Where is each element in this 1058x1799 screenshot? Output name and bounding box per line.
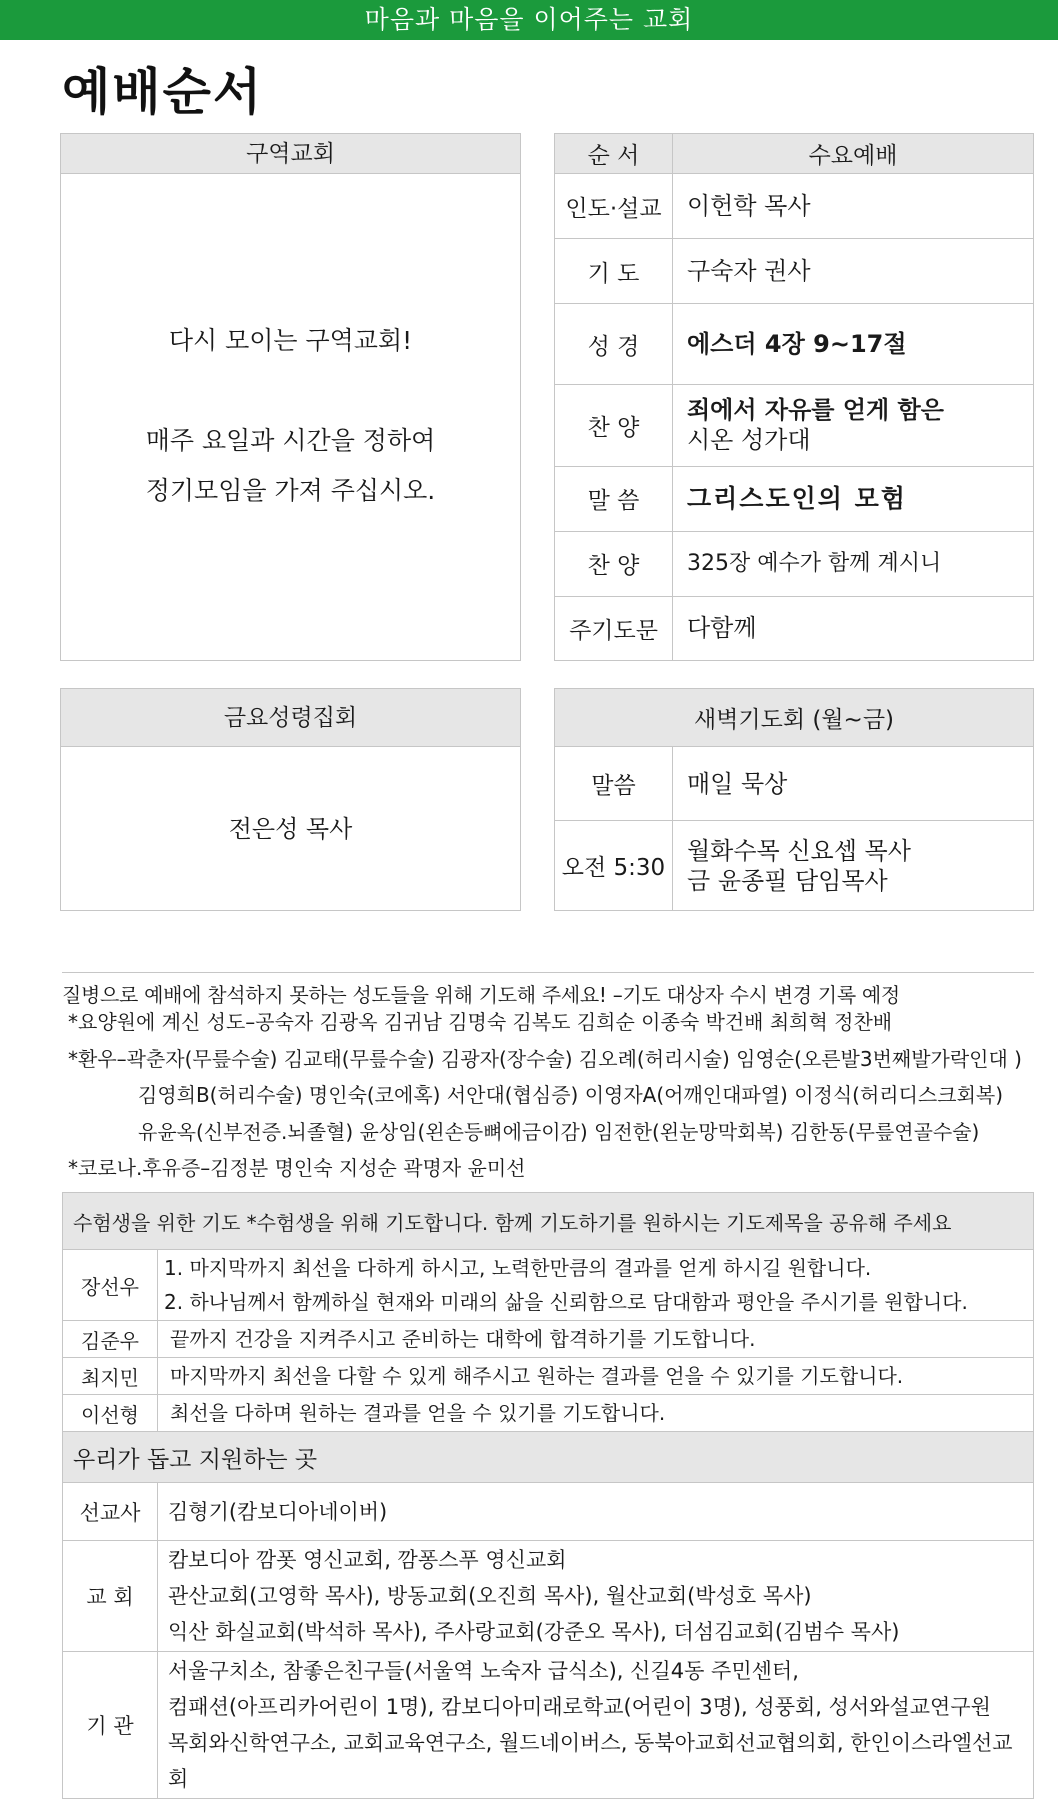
dawn-prayer-header: 새벽기도회 (월~금)	[555, 689, 1034, 747]
order-label: 기 도	[555, 239, 673, 304]
dawn-label: 말씀	[555, 747, 673, 821]
exam-support-table	[62, 1192, 1034, 1799]
order-label: 주기도문	[555, 596, 673, 660]
dawn-value: 매일 묵상	[673, 747, 1034, 821]
wednesday-service-table	[554, 133, 1034, 661]
support-label: 교 회	[63, 1541, 158, 1652]
order-value	[673, 385, 1034, 466]
dawn-label: 오전 5:30	[555, 821, 673, 911]
support-line: 관산교회(고영학 목사), 방동교회(오진희 목사), 월산교회(박성호 목사)	[168, 1584, 812, 1608]
order-label: 찬 양	[555, 531, 673, 596]
student-prayer-line: 2. 하나님께서 함께하실 현재와 미래의 삶을 신뢰함으로 담대함과 평안을 주시기를 원합니다.	[164, 1290, 968, 1314]
prayer-line: 유윤옥(신부전증.뇌졸혈) 윤상임(왼손등뼈에금이감) 임전한(왼눈망막회복) 김한동(무릎연골수술)	[138, 1119, 980, 1144]
friday-service-header: 금요성령집회	[61, 689, 520, 747]
prayer-line: *코로나.후유증–김정분 명인숙 지성순 곽명자 윤미선	[68, 1156, 526, 1180]
prayer-line: *요양원에 계신 성도–공숙자 김광옥 김귀남 김명숙 김복도 김희순 이종숙 박건배 최희혁 정찬배	[68, 1010, 893, 1034]
dawn-prayer-table	[554, 688, 1034, 911]
choir-name: 시온 성가대	[687, 426, 811, 455]
district-church-line1: 다시 모이는 구역교회!	[168, 326, 413, 355]
support-value	[158, 1541, 1034, 1652]
order-label: 말 씀	[555, 466, 673, 531]
order-value: 에스더 4장 9~17절	[673, 304, 1034, 385]
student-name: 최지민	[63, 1358, 158, 1395]
dawn-value	[673, 821, 1034, 911]
prayer-line: 김영희B(허리수술) 명인숙(코에혹) 서안대(협심증) 이영자A(어깨인대파열) 이정식(허리디스크회복)	[138, 1083, 1004, 1107]
support-value	[158, 1652, 1034, 1799]
support-header: 우리가 돕고 지원하는 곳	[63, 1432, 1034, 1483]
district-church-line3: 정기모임을 가져 주십시오.	[145, 476, 436, 505]
sermon-title: 그리스도인의 모험	[673, 466, 1034, 531]
student-name: 장선우	[63, 1250, 158, 1321]
student-prayer: 마지막까지 최선을 다할 수 있게 해주시고 원하는 결과를 얻을 수 있기를 기도합니다.	[158, 1358, 1034, 1395]
page-title: 예배순서	[62, 63, 264, 121]
order-label: 성 경	[555, 304, 673, 385]
support-line: 서울구치소, 참좋은친구들(서울역 노숙자 급식소), 신길4동 주민센터,	[168, 1659, 799, 1683]
friday-preacher: 전은성 목사	[228, 815, 353, 843]
student-prayer: 최선을 다하며 원하는 결과를 얻을 수 있기를 기도합니다.	[158, 1395, 1034, 1432]
order-value: 구숙자 권사	[673, 239, 1034, 304]
order-label: 찬 양	[555, 385, 673, 466]
student-name: 이선형	[63, 1395, 158, 1432]
student-prayer: 끝까지 건강을 지켜주시고 준비하는 대학에 합격하기를 기도합니다.	[158, 1321, 1034, 1358]
student-prayer-line: 1. 마지막까지 최선을 다하게 하시고, 노력한만큼의 결과를 얻게 하시길 원합니다.	[164, 1256, 872, 1280]
hymn-title: 죄에서 자유를 얻게 함은	[687, 396, 944, 425]
district-church-header: 구역교회	[61, 134, 520, 174]
student-prayer	[158, 1250, 1034, 1321]
dawn-leader-friday: 금 윤종필 담임목사	[687, 866, 888, 895]
order-value: 다함께	[673, 596, 1034, 660]
support-line: 익산 화실교회(박석하 목사), 주사랑교회(강준오 목사), 더섬김교회(김범수 목사)	[168, 1620, 900, 1644]
support-line: 목회와신학연구소, 교회교육연구소, 월드네이버스, 동북아교회선교협의회, 한인이스라엘선교회	[168, 1731, 1013, 1791]
exam-prayer-header: 수험생을 위한 기도 *수험생을 위해 기도합니다. 함께 기도하기를 원하시는 기도제목을 공유해 주세요	[63, 1193, 1034, 1250]
order-label: 인도·설교	[555, 174, 673, 239]
student-name: 김준우	[63, 1321, 158, 1358]
support-line: 컴패션(아프리카어린이 1명), 캄보디아미래로학교(어린이 3명), 성풍회, 성서와설교연구원	[168, 1695, 991, 1719]
wednesday-column-header: 수요예배	[673, 134, 1034, 174]
friday-service-box	[60, 688, 521, 911]
support-value: 김형기(캄보디아네이버)	[158, 1483, 1034, 1541]
support-label: 선교사	[63, 1483, 158, 1541]
support-label: 기 관	[63, 1652, 158, 1799]
order-value: 이헌학 목사	[673, 174, 1034, 239]
district-church-box	[60, 133, 521, 661]
district-church-body	[61, 316, 520, 516]
dawn-leader-weekday: 월화수목 신요셉 목사	[687, 836, 911, 865]
order-column-header: 순 서	[555, 134, 673, 174]
prayer-list	[68, 1004, 1022, 1187]
prayer-request-title: 질병으로 예배에 참석하지 못하는 성도들을 위해 기도해 주세요! –기도 대상자 수시 변경 기록 예정	[62, 972, 1034, 1008]
support-line: 캄보디아 깜폿 영신교회, 깜퐁스푸 영신교회	[168, 1548, 567, 1572]
prayer-line: *환우–곽춘자(무릎수술) 김교태(무릎수술) 김광자(장수술) 김오례(허리시술) 임영순(오른발3번째발가락인대 )	[68, 1046, 1022, 1071]
district-church-line2: 매주 요일과 시간을 정하여	[145, 426, 436, 455]
order-value: 325장 예수가 함께 계시니	[673, 531, 1034, 596]
header-banner: 마음과 마음을 이어주는 교회	[0, 0, 1058, 40]
